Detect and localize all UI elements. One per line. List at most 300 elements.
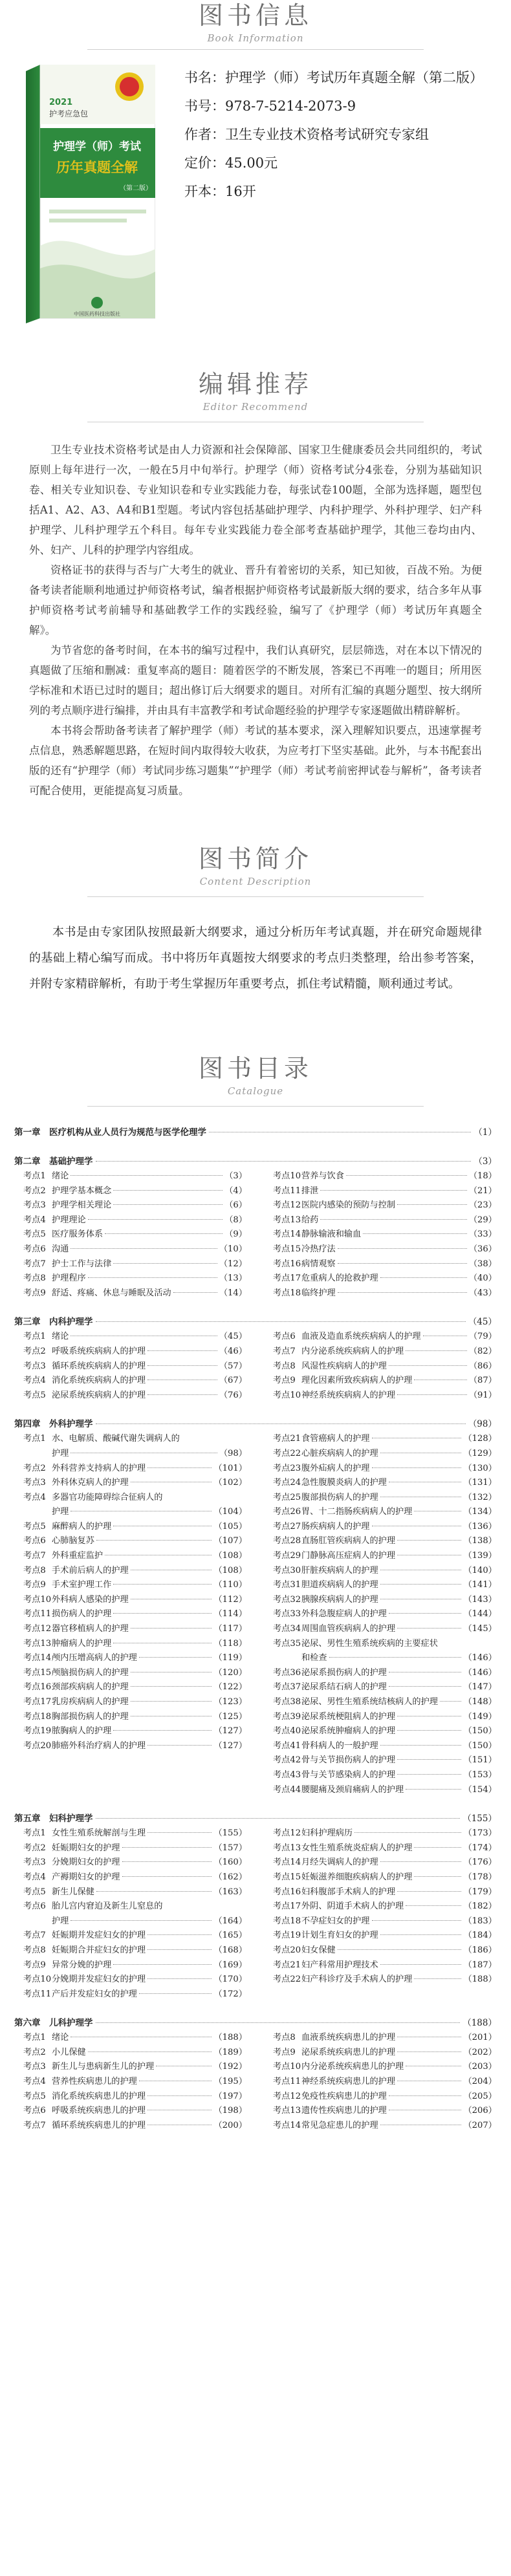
toc-leader-dots bbox=[380, 1277, 467, 1278]
toc-leader-dots bbox=[354, 1832, 461, 1833]
toc-chapter-page: （98） bbox=[468, 1419, 497, 1430]
toc-entry-page: （40） bbox=[468, 1273, 497, 1284]
toc-entry bbox=[14, 1929, 247, 1943]
toc-entry-page: （43） bbox=[468, 1288, 497, 1298]
toc-leader-dots bbox=[173, 1292, 217, 1293]
toc-entry bbox=[14, 1184, 247, 1199]
toc-entry-title: 静脉输液和输血 bbox=[301, 1229, 362, 1240]
toc-entry-title: 肺癌外科治疗病人的护理 bbox=[52, 1740, 146, 1751]
toc-entry-key: 考点5 bbox=[23, 1229, 46, 1240]
toc-entry-title: 水、电解质、酸碱代谢失调病人的 bbox=[52, 1434, 180, 1444]
toc-entry bbox=[264, 1534, 497, 1549]
toc-entry-page: （38） bbox=[468, 1259, 497, 1269]
toc-entry bbox=[14, 2060, 247, 2075]
toc-chapter-title-row bbox=[14, 1417, 497, 1432]
toc-column-right bbox=[264, 1330, 497, 1403]
toc-entry-page: （205） bbox=[463, 2091, 497, 2101]
toc-entry bbox=[264, 1242, 497, 1257]
info-price-row bbox=[184, 149, 495, 177]
toc-entry bbox=[264, 1549, 497, 1564]
toc-entry bbox=[264, 1870, 497, 1885]
toc-entry bbox=[264, 1578, 497, 1593]
toc-leader-dots bbox=[105, 1233, 223, 1234]
toc-entry-page: （187） bbox=[463, 1960, 497, 1970]
toc-entry bbox=[14, 1943, 247, 1958]
toc-entry-key: 考点5 bbox=[23, 2091, 46, 2101]
toc-leader-dots bbox=[389, 1613, 462, 1614]
toc-entry bbox=[264, 1198, 497, 1213]
toc-entries-grid bbox=[14, 1169, 497, 1301]
toc-entry-title: 周围血管疾病病人的护理 bbox=[301, 1624, 396, 1634]
book-info bbox=[0, 58, 511, 330]
toc-entry-key: 考点2 bbox=[23, 1843, 46, 1853]
toc-entry-key: 考点13 bbox=[273, 1843, 301, 1853]
toc-entry-key: 考点18 bbox=[273, 1916, 301, 1926]
intro-subtitle: Content Description bbox=[199, 875, 312, 887]
toc-leader-dots bbox=[380, 1584, 462, 1585]
toc-entry bbox=[264, 1447, 497, 1462]
toc-entry-title: 和检查 bbox=[301, 1653, 327, 1663]
toc-entry-title: 颈部疾病病人的护理 bbox=[52, 1682, 129, 1693]
toc-entry-key: 考点38 bbox=[273, 1697, 301, 1707]
toc-entry-title: 肿瘤病人的护理 bbox=[52, 1638, 112, 1649]
toc-entry-page: （143） bbox=[463, 1594, 497, 1605]
toc-entry bbox=[264, 1564, 497, 1579]
toc-chapter-page: （3） bbox=[473, 1156, 497, 1167]
toc-entry-page: （182） bbox=[463, 1901, 497, 1912]
toc-entry bbox=[264, 1739, 497, 1754]
toc-entry-key: 考点3 bbox=[23, 1478, 46, 1488]
toc-entry-page: （12） bbox=[219, 1259, 247, 1269]
toc-entry-title: 胆道疾病病人的护理 bbox=[301, 1580, 378, 1590]
toc-entry-page: （118） bbox=[213, 1638, 247, 1649]
toc-entry bbox=[14, 1169, 247, 1184]
toc-entry-key: 考点3 bbox=[23, 1361, 46, 1371]
toc-leader-dots bbox=[389, 1686, 462, 1687]
toc-entry bbox=[264, 1432, 497, 1447]
toc-entry-key: 考点36 bbox=[273, 1667, 301, 1678]
toc-entry bbox=[264, 2090, 497, 2105]
toc-entry-page: （172） bbox=[213, 1989, 247, 1999]
toc-entry-key: 考点17 bbox=[273, 1273, 301, 1284]
toc-entry-key: 考点22 bbox=[273, 1448, 301, 1458]
toc-entry bbox=[14, 1505, 247, 1520]
toc-entry-key: 考点7 bbox=[23, 1931, 46, 1941]
toc-leader-dots bbox=[122, 1861, 212, 1862]
toc-entry-title: 心脏疾病病人的护理 bbox=[301, 1448, 378, 1458]
toc-entry-title: 医院内感染的预防与控制 bbox=[301, 1200, 396, 1211]
toc-entry-page: （165） bbox=[213, 1931, 247, 1941]
toc-entry bbox=[14, 2075, 247, 2090]
toc-entry-page: （108） bbox=[213, 1565, 247, 1575]
toc-entry-title: 呼吸系统疾病患儿的护理 bbox=[52, 2106, 146, 2116]
toc-entry-key: 考点1 bbox=[23, 1171, 46, 1181]
info-label: 书号： bbox=[184, 98, 225, 114]
toc-entry-page: （164） bbox=[213, 1916, 247, 1926]
toc-entry-page: （23） bbox=[468, 1200, 497, 1211]
toc-leader-dots bbox=[372, 1920, 462, 1921]
toc-entry-title: 损伤病人的护理 bbox=[52, 1609, 112, 1619]
toc-entry bbox=[14, 1432, 247, 1447]
toc-entry-page: （46） bbox=[219, 1346, 247, 1356]
toc-entry bbox=[14, 1213, 247, 1228]
book-info-heading bbox=[0, 0, 511, 52]
toc-entry bbox=[14, 2090, 247, 2105]
toc-entry-key: 考点3 bbox=[23, 1857, 46, 1868]
toc-chapter-title: 第三章 内科护理学 bbox=[14, 1317, 93, 1328]
toc-entry-key: 考点35 bbox=[273, 1638, 301, 1649]
toc-entry-title: 颅内压增高病人的护理 bbox=[52, 1653, 137, 1663]
recommend-paragraph: 本书将会帮助备考读者了解护理学（师）考试的基本要求，深入理解知识要点，迅速掌握考点信息，熟悉解题思路，在短时间内取得较大收获，为应考打下坚实基础。此外，与本书配套出版的还有“护理学（师）考试同步练习题集”“护理学（师）考试考前密押试卷与解析”，备考读者可配合使用，更能提高复习质量。 bbox=[29, 724, 482, 797]
heading-divider bbox=[87, 49, 424, 50]
toc-entry bbox=[14, 1593, 247, 1608]
toc-entry-page: （173） bbox=[463, 1828, 497, 1839]
toc-entry-key: 考点11 bbox=[273, 1185, 301, 1196]
toc-entry bbox=[264, 1520, 497, 1535]
toc-entry-title: 护理理论 bbox=[52, 1215, 86, 1225]
toc-leader-dots bbox=[397, 1540, 461, 1541]
toc-entry bbox=[264, 1491, 497, 1506]
toc-entry bbox=[14, 1826, 247, 1841]
toc-entry-page: （195） bbox=[213, 2077, 247, 2087]
intro-heading bbox=[0, 846, 511, 905]
toc-entry-page: （153） bbox=[463, 1770, 497, 1780]
toc-leader-dots bbox=[113, 1204, 223, 1205]
toc-leader-dots bbox=[397, 1730, 461, 1731]
toc-entry-page: （110） bbox=[213, 1580, 247, 1590]
toc-entry bbox=[264, 1462, 497, 1477]
toc-leader-dots bbox=[414, 1847, 461, 1848]
recommend-heading bbox=[0, 371, 511, 431]
toc-entry-title: 异常分娩的护理 bbox=[52, 1960, 112, 1970]
toc-entry-key: 考点1 bbox=[23, 1434, 46, 1444]
toc-chapter bbox=[14, 1315, 497, 1403]
catalogue-heading bbox=[0, 1055, 511, 1115]
toc-entry-title: 内分泌系统疾病患儿的护理 bbox=[301, 2062, 404, 2072]
recommend-subtitle: Editor Recommend bbox=[202, 400, 309, 413]
toc-entry bbox=[264, 1973, 497, 1987]
toc-entry bbox=[264, 1826, 497, 1841]
toc-entry-title: 泌尿、男性生殖系统疾病的主要症状 bbox=[301, 1638, 438, 1649]
toc-entry bbox=[14, 1724, 247, 1739]
toc-column-right bbox=[264, 1826, 497, 2002]
toc-entry-page: （131） bbox=[463, 1478, 497, 1488]
toc-entry bbox=[14, 2046, 247, 2061]
toc-entry-title: 遗传性疾病患儿的护理 bbox=[301, 2106, 387, 2116]
toc-entry-title: 血液及造血系统疾病病人的护理 bbox=[301, 1332, 421, 1342]
toc-entry-page: （157） bbox=[213, 1843, 247, 1853]
toc-entries-grid bbox=[14, 1826, 497, 2002]
toc-entry-title: 腰腿痛及颈肩痛病人的护理 bbox=[301, 1784, 404, 1795]
toc-entry-title: 泌尿系结石病人的护理 bbox=[301, 1682, 387, 1693]
toc-entry-key: 考点9 bbox=[23, 1288, 46, 1298]
toc-entry-title: 胰腺疾病病人的护理 bbox=[301, 1594, 378, 1605]
toc-leader-dots bbox=[113, 1964, 212, 1965]
toc-leader-dots bbox=[397, 1204, 467, 1205]
toc-entry bbox=[14, 1549, 247, 1564]
toc-entry-key: 考点10 bbox=[273, 1390, 301, 1400]
toc-entry bbox=[264, 1943, 497, 1958]
toc-leader-dots bbox=[147, 1365, 217, 1366]
toc-entry bbox=[264, 1345, 497, 1359]
toc-entry-key: 考点27 bbox=[273, 1521, 301, 1532]
toc-entry bbox=[14, 1651, 247, 1666]
toc-entry-key: 考点13 bbox=[273, 1215, 301, 1225]
toc-entry bbox=[14, 1870, 247, 1885]
toc-entry-title: 月经失调病人的护理 bbox=[301, 1857, 378, 1868]
toc-entry bbox=[264, 1695, 497, 1710]
toc-entry-page: （188） bbox=[213, 2033, 247, 2043]
toc-entry-key: 考点8 bbox=[23, 1565, 46, 1575]
book-info-fields bbox=[184, 63, 495, 206]
toc-leader-dots bbox=[96, 1818, 461, 1819]
toc-entry-page: （127） bbox=[213, 1726, 247, 1737]
toc-leader-dots bbox=[122, 1847, 212, 1848]
toc-entry bbox=[14, 2119, 247, 2134]
toc-entry bbox=[14, 1900, 247, 1914]
toc-entry-page: （146） bbox=[463, 1667, 497, 1678]
toc-entry-title: 小儿保健 bbox=[52, 2047, 86, 2057]
toc-entry-title: 胃、十二指肠疾病病人的护理 bbox=[301, 1507, 413, 1517]
toc-entry-key: 考点8 bbox=[273, 2033, 296, 2043]
toc-entry-key: 考点4 bbox=[23, 1492, 46, 1502]
toc-entry bbox=[14, 2104, 247, 2119]
toc-entry-key: 考点18 bbox=[273, 1288, 301, 1298]
toc-entry-key: 考点8 bbox=[273, 1361, 296, 1371]
toc-entry-page: （82） bbox=[468, 1346, 497, 1356]
recommend-paragraph: 卫生专业技术资格考试是由人力资源和社会保障部、国家卫生健康委员会共同组织的，考试原则上每年进行一次，一般在5月中旬举行。护理学（师）资格考试分4张卷，分别为基础知识卷、相关专业知识卷、专业知识卷和专业实践能力卷，每张试卷100题，全部为选择题，题型包括A1、A2、A3、A4和B1型题。考试内容包括基础护理学、内科护理学、外科护理学、妇产科护理学、儿科护理学五个科目。每年专业实践能力卷全部考查基础护理学，其他三卷均由内、外、妇产、儿科的护理学内容组成。 bbox=[29, 444, 482, 556]
toc-entry bbox=[264, 1651, 497, 1666]
toc-entry-page: （206） bbox=[463, 2106, 497, 2116]
toc-chapter-title: 第二章 基础护理学 bbox=[14, 1156, 93, 1167]
toc-entry-key: 考点21 bbox=[273, 1434, 301, 1444]
toc-entry bbox=[264, 1169, 497, 1184]
toc-entry bbox=[14, 1710, 247, 1725]
toc-entry-title: 消化系统疾病病人的护理 bbox=[52, 1376, 146, 1386]
toc-leader-dots bbox=[113, 1584, 212, 1585]
toc-entry bbox=[264, 1389, 497, 1403]
info-label: 书名： bbox=[184, 70, 225, 85]
toc-entry-key: 考点34 bbox=[273, 1624, 301, 1634]
toc-entry-key: 考点6 bbox=[23, 1244, 46, 1254]
toc-leader-dots bbox=[406, 1905, 461, 1906]
toc-entry bbox=[14, 1534, 247, 1549]
toc-entry bbox=[14, 1286, 247, 1301]
info-title-row bbox=[184, 63, 495, 92]
toc-leader-dots bbox=[338, 1263, 467, 1264]
toc-column-left bbox=[14, 1826, 247, 2002]
toc-entry bbox=[264, 1841, 497, 1856]
toc-leader-dots bbox=[96, 2022, 461, 2023]
toc-entry-page: （145） bbox=[463, 1624, 497, 1634]
toc-entry-page: （150） bbox=[463, 1726, 497, 1737]
toc-entry bbox=[14, 1987, 247, 2002]
toc-entry-page: （176） bbox=[463, 1857, 497, 1868]
info-isbn-row bbox=[184, 92, 495, 120]
toc-entry bbox=[264, 1359, 497, 1374]
toc-leader-dots bbox=[338, 1292, 467, 1293]
toc-leader-dots bbox=[131, 1628, 212, 1629]
toc-entry-key: 考点20 bbox=[23, 1740, 52, 1751]
toc-entry-title: 胸部损伤病人的护理 bbox=[52, 1711, 129, 1722]
toc-entry-title: 危重病人的抢救护理 bbox=[301, 1273, 378, 1284]
svg-text:护考应急包: 护考应急包 bbox=[49, 109, 89, 118]
toc-entry-key: 考点11 bbox=[23, 1989, 52, 1999]
recommend-paragraph: 资格证书的获得与否与广大考生的就业、晋升有着密切的关系，知已知彼，百战不殆。为便备考读者能顺利地通过护师资格考试，编者根据护师资格考试最新版大纲的要求，结合多年从事护师资格考试考前辅导和基础教学工作的实践经验，编写了《护理学（师）考试历年真题全解》。 bbox=[29, 564, 482, 636]
toc-entry-page: （179） bbox=[463, 1887, 497, 1897]
toc-entry-key: 考点11 bbox=[273, 2077, 301, 2087]
toc-entry bbox=[264, 1753, 497, 1768]
toc-entry-key: 考点42 bbox=[273, 1755, 301, 1766]
toc-entry-key: 考点19 bbox=[23, 1726, 52, 1737]
toc-entry-key: 考点43 bbox=[273, 1770, 301, 1780]
toc-entry bbox=[14, 1885, 247, 1900]
toc-leader-dots bbox=[380, 1964, 462, 1965]
toc-entry-page: （21） bbox=[468, 1185, 497, 1196]
toc-entry-key: 考点5 bbox=[23, 1887, 46, 1897]
toc-entry-title: 循环系统疾病患儿的护理 bbox=[52, 2120, 146, 2130]
toc-entry-title: 手术室护理工作 bbox=[52, 1580, 112, 1590]
toc-entry-title: 胎儿宫内窘迫及新生儿窒息的 bbox=[52, 1901, 163, 1912]
toc-entry-page: （117） bbox=[213, 1624, 247, 1634]
toc-entry bbox=[14, 1447, 247, 1462]
toc-entry-page: （67） bbox=[219, 1376, 247, 1386]
toc-entries-grid bbox=[14, 1330, 497, 1403]
toc-entry-key: 考点14 bbox=[23, 1653, 52, 1663]
toc-entry bbox=[14, 1520, 247, 1535]
toc-entry-title: 给药 bbox=[301, 1215, 319, 1225]
toc-entry bbox=[264, 1607, 497, 1622]
toc-entry-title: 风湿性疾病病人的护理 bbox=[301, 1361, 387, 1371]
toc-entry-title: 骨与关节损伤病人的护理 bbox=[301, 1755, 396, 1766]
toc-entry-title: 消化系统疾病患儿的护理 bbox=[52, 2091, 146, 2101]
toc-leader-dots bbox=[380, 1861, 462, 1862]
toc-entry-page: （184） bbox=[463, 1931, 497, 1941]
toc-entry-page: （102） bbox=[213, 1478, 247, 1488]
toc-entry-title: 腹部损伤病人的护理 bbox=[301, 1492, 378, 1502]
toc-entry bbox=[264, 2075, 497, 2090]
toc-entry-key: 考点6 bbox=[23, 1536, 46, 1546]
toc-entry-key: 考点2 bbox=[23, 1463, 46, 1473]
toc-entry-title: 妊娠滋养细胞疾病病人的护理 bbox=[301, 1872, 413, 1882]
toc-leader-dots bbox=[414, 1876, 461, 1877]
toc-leader-dots bbox=[320, 1190, 466, 1191]
toc-entry-key: 考点7 bbox=[23, 2120, 46, 2130]
toc-entry-title: 外科急腹症病人的护理 bbox=[301, 1609, 387, 1619]
toc-entry-title: 外阴、阴道手术病人的护理 bbox=[301, 1901, 404, 1912]
toc-entry-title: 麻醉病人的护理 bbox=[52, 1521, 112, 1532]
toc-leader-dots bbox=[406, 1789, 461, 1790]
toc-entry-key: 考点7 bbox=[23, 1259, 46, 1269]
catalogue-title: 图书目录 bbox=[198, 1054, 312, 1083]
toc-entry-key: 考点9 bbox=[23, 1580, 46, 1590]
toc-entry bbox=[264, 1476, 497, 1491]
toc-entry-title: 外科营养支持病人的护理 bbox=[52, 1463, 146, 1473]
toc-leader-dots bbox=[122, 1876, 212, 1877]
table-of-contents bbox=[0, 1125, 511, 2133]
toc-entry-key: 考点1 bbox=[23, 1332, 46, 1342]
toc-entry-page: （125） bbox=[213, 1711, 247, 1722]
toc-entry-title: 心肺脑复苏 bbox=[52, 1536, 94, 1546]
svg-text:历年真题全解: 历年真题全解 bbox=[56, 160, 138, 175]
toc-entry-page: （86） bbox=[468, 1361, 497, 1371]
toc-entry-page: （114） bbox=[213, 1609, 247, 1619]
svg-text:2021: 2021 bbox=[49, 98, 73, 107]
toc-entry-title: 妇科腹部手术病人的护理 bbox=[301, 1887, 396, 1897]
toc-entry-page: （45） bbox=[219, 1332, 247, 1342]
toc-entry bbox=[264, 1710, 497, 1725]
toc-entry-page: （79） bbox=[468, 1332, 497, 1342]
toc-entry-page: （119） bbox=[213, 1653, 247, 1663]
toc-entry-title: 呼吸系统疾病病人的护理 bbox=[52, 1346, 146, 1356]
toc-entry-title: 外科休克病人的护理 bbox=[52, 1478, 129, 1488]
toc-entry-page: （127） bbox=[213, 1740, 247, 1751]
toc-leader-dots bbox=[139, 1993, 212, 1994]
toc-entry-key: 考点14 bbox=[273, 1857, 301, 1868]
toc-entry-title: 多器官功能障碍综合征病人的 bbox=[52, 1492, 163, 1502]
toc-leader-dots bbox=[147, 1350, 217, 1351]
toc-leader-dots bbox=[147, 1745, 212, 1746]
toc-entry-title: 妇科护理病历 bbox=[301, 1828, 353, 1839]
toc-leader-dots bbox=[147, 2095, 212, 2096]
toc-entry-title: 颅脑损伤病人的护理 bbox=[52, 1667, 129, 1678]
toc-entry bbox=[264, 1213, 497, 1228]
toc-entry bbox=[14, 1564, 247, 1579]
toc-entry bbox=[264, 1900, 497, 1914]
toc-chapter-title: 第五章 妇科护理学 bbox=[14, 1813, 93, 1824]
toc-entry-title: 泌尿系统梗阻病人的护理 bbox=[301, 1711, 396, 1722]
toc-entry-title: 妊娠期合并症妇女的护理 bbox=[52, 1945, 146, 1955]
toc-column-left bbox=[14, 2031, 247, 2133]
toc-entry-page: （8） bbox=[224, 1215, 247, 1225]
info-value: 978-7-5214-2073-9 bbox=[225, 98, 356, 114]
toc-entry-page: （141） bbox=[463, 1580, 497, 1590]
toc-entry-page: （149） bbox=[463, 1711, 497, 1722]
toc-entry-title: 绪论 bbox=[52, 1332, 69, 1342]
toc-entry-key: 考点15 bbox=[23, 1667, 52, 1678]
toc-entry-page: （147） bbox=[463, 1682, 497, 1693]
toc-entry-title: 食管癌病人的护理 bbox=[301, 1434, 370, 1444]
toc-entry-key: 考点20 bbox=[273, 1945, 301, 1955]
toc-leader-dots bbox=[397, 1891, 461, 1892]
toc-entry bbox=[14, 1695, 247, 1710]
toc-entry-key: 考点2 bbox=[23, 1185, 46, 1196]
toc-leader-dots bbox=[96, 1540, 212, 1541]
toc-leader-dots bbox=[440, 1701, 461, 1702]
toc-entry bbox=[14, 1330, 247, 1345]
toc-leader-dots bbox=[389, 1365, 467, 1366]
toc-entry-page: （183） bbox=[463, 1916, 497, 1926]
toc-entry-page: （169） bbox=[213, 1960, 247, 1970]
toc-entry-page: （197） bbox=[213, 2091, 247, 2101]
toc-entry-title: 护理 bbox=[52, 1916, 69, 1926]
toc-entry-title: 护理程序 bbox=[52, 1273, 86, 1284]
toc-entry-page: （91） bbox=[468, 1390, 497, 1400]
toc-entry-title: 肝脏疾病病人的护理 bbox=[301, 1565, 378, 1575]
toc-chapter-title-row bbox=[14, 1315, 497, 1330]
toc-entry-key: 考点1 bbox=[23, 1828, 46, 1839]
toc-entry-key: 考点14 bbox=[273, 2120, 301, 2130]
toc-leader-dots bbox=[397, 2051, 461, 2052]
toc-entry bbox=[14, 1374, 247, 1389]
toc-entry-title: 排泄 bbox=[301, 1185, 319, 1196]
toc-entry-key: 考点9 bbox=[23, 1960, 46, 1970]
toc-entry-page: （134） bbox=[463, 1507, 497, 1517]
intro-paragraph: 本书是由专家团队按照最新大纲要求，通过分析历年考试真题，并在研究命题规律的基础上精心编写而成。书中将历年真题按大纲要求的考点归类整理，给出参考答案，并附专家精辟解析，有助于考生掌握历年重要考点，抓住考试精髓，顺利通过考试。 bbox=[29, 925, 482, 991]
toc-entry-page: （139） bbox=[463, 1551, 497, 1561]
toc-entry-title: 护理学相关理论 bbox=[52, 1200, 112, 1211]
toc-chapter-title-row bbox=[14, 1812, 497, 1826]
